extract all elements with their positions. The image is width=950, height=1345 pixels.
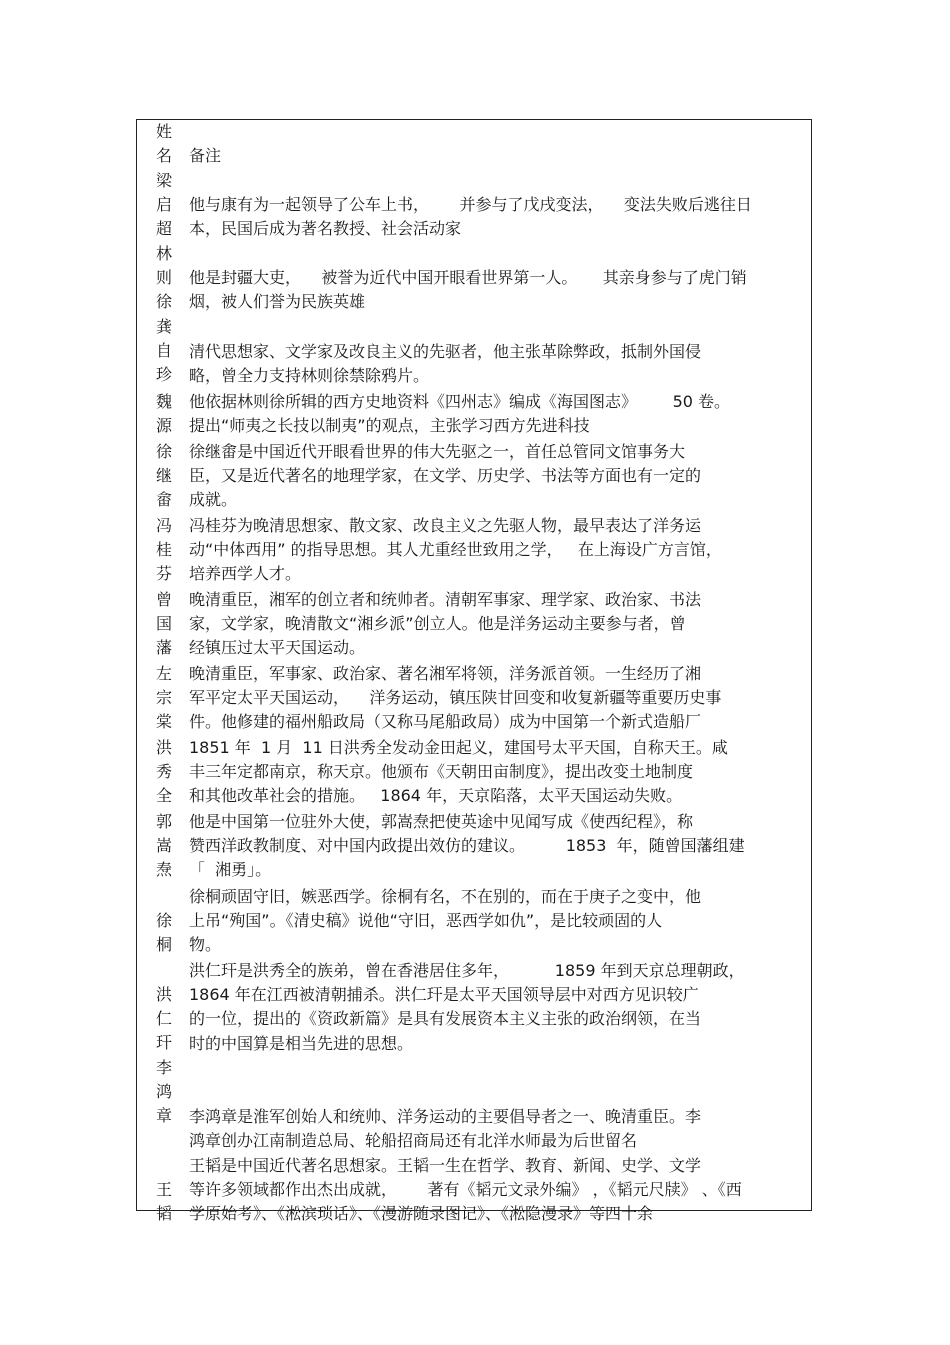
person-name: 李 鸿 章 [155, 1058, 172, 1126]
person-note [189, 440, 797, 513]
note-line: 略，曾全力支持林则徐禁除鸦片。 [189, 366, 430, 386]
note-line: 徐桐顽固守旧，嫉恶西学。徐桐有名，不在别的，而在于庚子之变中，他 [189, 887, 702, 906]
note-line: 动“中体西用” 的指导思想。其人尤重经世致用之学， 在上海设广方言馆， [189, 540, 722, 560]
person-note [189, 959, 797, 1056]
note-line: 臣，又是近代著名的地理学家，在文学、历史学、书法等方面也有一定的 [189, 466, 702, 486]
note-line: 他是封疆大吏， 被誉为近代中国开眼看世界第一人。 其亲身参与了虎门销 [189, 268, 747, 287]
header-note-label: 备注 [189, 146, 222, 165]
note-line: 冯桂芬为晚清思想家、散文家、改良主义之先驱人物，最早表达了洋务运 [189, 516, 702, 535]
person-name: 冯 桂 芬 [155, 516, 172, 584]
note-line: 徐继畬是中国近代开眼看世界的伟大先驱之一，首任总管同文馆事务大 [189, 442, 686, 461]
person-note [189, 885, 797, 958]
note-line: 1851 年 1 月 11 日洪秀全发动金田起义，建国号太平天国，自称天王。咸 [189, 738, 728, 757]
note-line: 家，文学家，晚清散文“湘乡派”创立人。他是洋务运动主要参与者，曾 [189, 614, 686, 634]
person-name: 洪 秀 全 [155, 738, 172, 806]
note-line: 等许多领域都作出杰出成就， 著有《韬元文录外编》 ，《韬元尺牍》 、《西 [189, 1180, 742, 1200]
note-line: 李鸿章是淮军创始人和统帅、洋务运动的主要倡导者之一、晚清重臣。李 [189, 1107, 702, 1126]
note-line: 的一位，提出的《资政新篇》是具有发展资本主义主张的政治纲领，在当 [189, 1009, 702, 1029]
person-name: 左 宗 棠 [155, 664, 172, 732]
note-line: 丰三年定都南京，称天京。他颁布《天朝田亩制度》，提出改变土地制度 [189, 762, 694, 782]
note-line: 本，民国后成为著名教授、社会活动家 [189, 219, 462, 239]
person-name: 洪 仁 玕 [155, 985, 172, 1053]
header-name-label: 姓 名 [155, 122, 172, 166]
note-line: 成就。 [189, 490, 238, 510]
person-note [189, 1105, 797, 1153]
note-line: 物。 [189, 935, 222, 955]
person-note [189, 514, 797, 587]
note-line: 晚清重臣，军事家、政治家、著名湘军将领，洋务派首领。一生经历了湘 [189, 664, 702, 683]
note-line: 烟，被人们誉为民族英雄 [189, 292, 366, 312]
note-line: 王韬是中国近代著名思想家。王韬一生在哲学、教育、新闻、史学、文学 [189, 1156, 702, 1175]
person-name: 曾 国 藩 [155, 590, 172, 658]
person-note [189, 588, 797, 661]
note-line: 「 湘勇」。 [189, 860, 272, 880]
person-note [189, 1154, 797, 1227]
note-line: 和其他改革社会的措施。 1864 年，天京陷落，太平天国运动失败。 [189, 786, 683, 806]
person-note [189, 736, 797, 809]
note-line: 军平定太平天国运动， 洋务运动，镇压陕甘回变和收复新疆等重要历史事 [189, 688, 722, 708]
person-name: 魏 源 [155, 392, 172, 436]
note-line: 件。他修建的福州船政局（又称马尾船政局）成为中国第一个新式造船厂 [189, 712, 702, 732]
note-line: 时的中国算是相当先进的思想。 [189, 1033, 414, 1053]
person-name: 郭 嵩 焘 [155, 812, 172, 880]
person-name: 龚 自 珍 [155, 317, 172, 385]
note-line: 经镇压过太平天国运动。 [189, 638, 366, 658]
note-line: 鸿章创办江南制造总局、轮船招商局还有北洋水师最为后世留名 [189, 1131, 638, 1151]
person-note [189, 390, 797, 438]
note-line: 他与康有为一起领导了公车上书， 并参与了戊戌变法， 变法失败后逃往日 [189, 195, 752, 214]
figures-table [136, 119, 812, 1224]
person-name: 徐 继 畲 [155, 442, 172, 510]
note-line: 他是中国第一位驻外大使，郭嵩焘把使英途中见闻写成《使西纪程》，称 [189, 812, 694, 831]
person-name: 林 则 徐 [155, 244, 172, 312]
note-line: 晚清重臣，湘军的创立者和统帅者。清朝军事家、理学家、政治家、书法 [189, 590, 702, 609]
person-note [189, 193, 797, 241]
note-line: 提出“师夷之长技以制夷”的观点，主张学习西方先进科技 [189, 416, 590, 436]
note-line: 赞西洋政教制度、对中国内政提出效仿的建议。 1853 年，随曾国藩组建 [189, 836, 745, 856]
note-line: 培养西学人才。 [189, 564, 302, 584]
person-note [189, 810, 797, 883]
person-note [189, 340, 797, 388]
note-line: 学原始考》、《淞滨琐话》、《漫游随录图记》、《淞隐漫录》等四十余 [189, 1204, 654, 1224]
person-name: 徐 桐 [155, 911, 172, 955]
person-name: 王 韬 [155, 1180, 172, 1224]
note-line: 清代思想家、文学家及改良主义的先驱者，他主张革除弊政，抵制外国侵 [189, 342, 702, 361]
note-line: 1864 年在江西被清朝捕杀。洪仁玕是太平天国领导层中对西方见识较广 [189, 985, 699, 1005]
note-line: 他依据林则徐所辑的西方史地资料《四州志》编成《海国图志》 50 卷。 [189, 392, 731, 411]
person-note [189, 662, 797, 735]
note-line: 洪仁玕是洪秀全的族弟，曾在香港居住多年， 1859 年到天京总理朝政， [189, 961, 745, 980]
person-name: 梁 启 超 [155, 171, 172, 239]
note-line: 上吊“殉国”。《清史稿》说他“守旧，恶西学如仇”，是比较顽固的人 [189, 911, 663, 931]
person-note [189, 266, 797, 314]
